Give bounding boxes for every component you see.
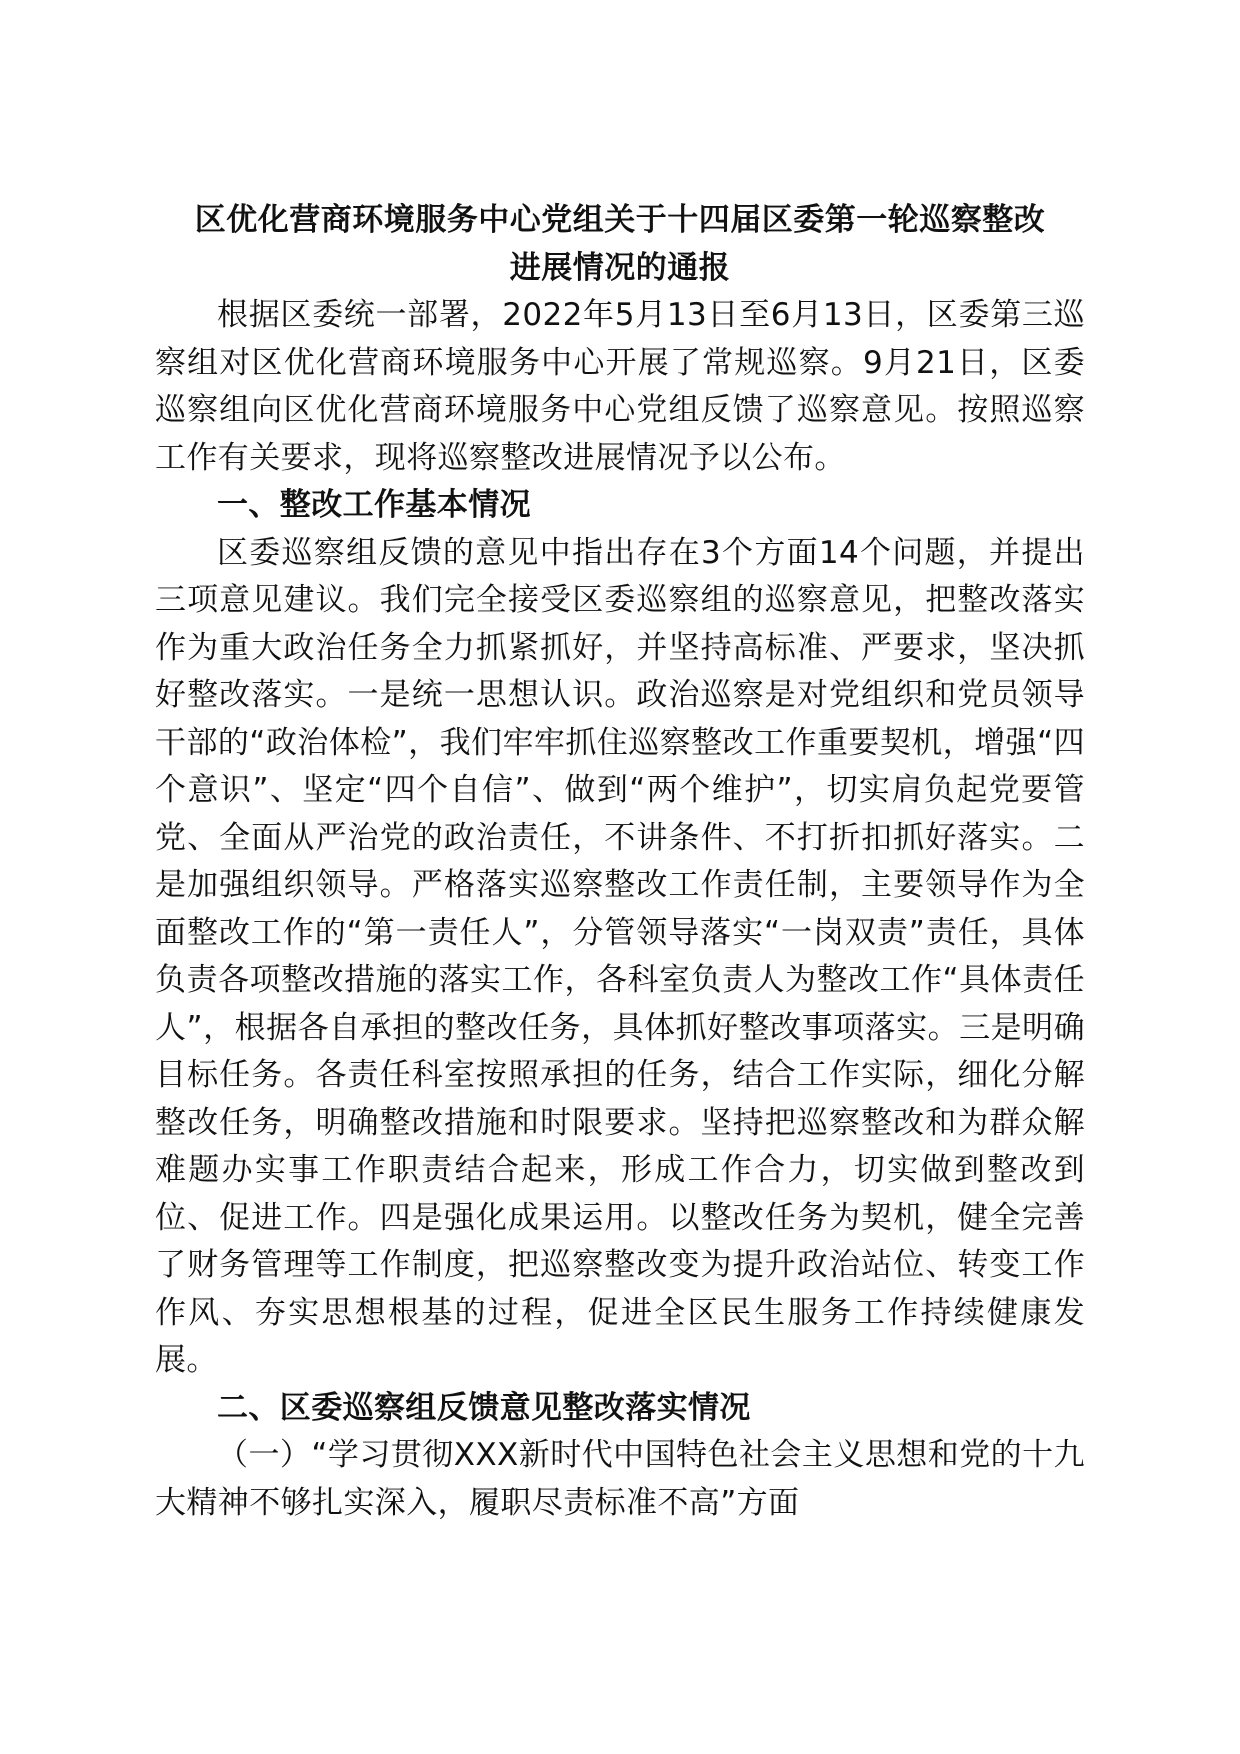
- section-2-subsection-1: （一）“学习贯彻XXX新时代中国特色社会主义思想和党的十九大精神不够扎实深入，履职尽责标准不高”方面: [155, 1437, 1085, 1521]
- intro-paragraph: 根据区委统一部署，2022年5月13日至6月13日，区委第三巡察组对区优化营商环境服务中心开展了常规巡察。9月21日，区委巡察组向区优化营商环境服务中心党组反馈了巡察意见。按照巡察工作有关要求，现将巡察整改进展情况予以公布。: [155, 297, 1085, 476]
- document-page: [155, 196, 1085, 1527]
- section-1-body: 区委巡察组反馈的意见中指出存在3个方面14个问题，并提出三项意见建议。我们完全接受区委巡察组的巡察意见，把整改落实作为重大政治任务全力抓紧抓好，并坚持高标准、严要求，坚决抓好整改落实。一是统一思想认识。政治巡察是对党组织和党员领导干部的“政治体检”，我们牢牢抓住巡察整改工作重要契机，增强“四个意识”、坚定“四个自信”、做到“两个维护”，切实肩负起党要管党、全面从严治党的政治责任，不讲条件、不打折扣抓好落实。二是加强组织领导。严格落实巡察整改工作责任制，主要领导作为全面整改工作的“第一责任人”，分管领导落实“一岗双责”责任，具体负责各项整改措施的落实工作，各科室负责人为整改工作“具体责任人”，根据各自承担的整改任务，具体抓好整改事项落实。三是明确目标任务。各责任科室按照承担的任务，结合工作实际，细化分解整改任务，明确整改措施和时限要求。坚持把巡察整改和为群众解难题办实事工作职责结合起来，形成工作合力，切实做到整改到位、促进工作。四是强化成果运用。以整改任务为契机，健全完善了财务管理等工作制度，把巡察整改变为提升政治站位、转变工作作风、夯实思想根基的过程，促进全区民生服务工作持续健康发展。: [155, 534, 1085, 1378]
- document-title: [155, 196, 1085, 292]
- title-line-2: 进展情况的通报: [509, 250, 731, 286]
- section-1-heading: 一、整改工作基本情况: [217, 487, 531, 523]
- title-line-1: 区优化营商环境服务中心党组关于十四届区委第一轮巡察整改: [194, 202, 1046, 238]
- section-2-heading: 二、区委巡察组反馈意见整改落实情况: [217, 1389, 751, 1426]
